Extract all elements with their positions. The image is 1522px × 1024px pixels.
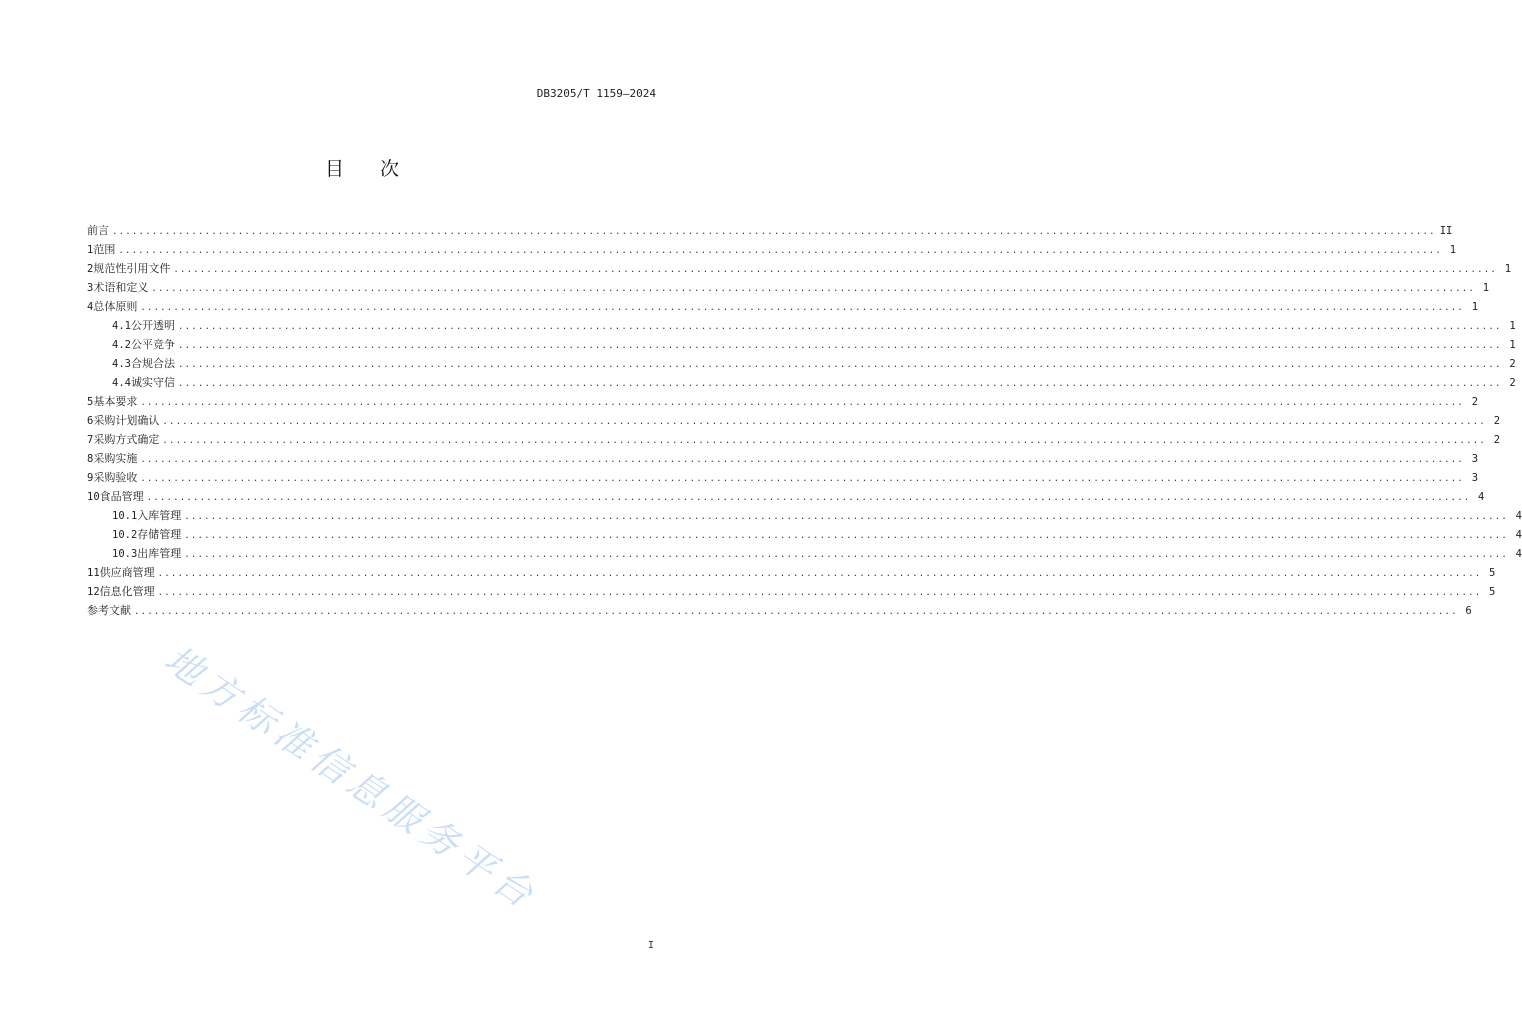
toc-entry-number: 4.4: [112, 377, 131, 389]
toc-entry-number: 5: [87, 396, 94, 408]
toc-entry-number: 1: [87, 244, 94, 256]
toc-leader-dots: ........................................................................................................................................................................................................: [177, 379, 1502, 389]
toc-entry-page: 1: [1504, 263, 1512, 275]
toc-entry-number: 11: [87, 567, 100, 579]
toc-leader-dots: ........................................................................................................................................................................................................: [140, 398, 1465, 408]
toc-leader-dots: ........................................................................................................................................................................................................: [140, 455, 1465, 465]
toc-leader-dots: ........................................................................................................................................................................................................: [146, 493, 1471, 503]
toc-entry-label: 采购实施: [93, 452, 138, 465]
toc-entry-number: 4: [87, 301, 94, 313]
toc-entry[interactable]: [87, 506, 1522, 525]
toc-leader-dots: ........................................................................................................................................................................................................: [112, 227, 1436, 237]
toc-entry-number: 2: [87, 263, 94, 275]
toc-leader-dots: ........................................................................................................................................................................................................: [157, 588, 1482, 598]
toc-entry-number: 3: [87, 282, 94, 294]
toc-entry-label: 合规合法: [130, 357, 175, 370]
toc-entry-page: 2: [1493, 415, 1501, 427]
toc-entry-label: 存储管理: [137, 528, 182, 541]
toc-leader-dots: ........................................................................................................................................................................................................: [140, 474, 1465, 484]
toc-entry[interactable]: [87, 563, 1496, 582]
toc-entry[interactable]: [87, 392, 1479, 411]
toc-leader-dots: ........................................................................................................................................................................................................: [177, 341, 1502, 351]
toc-entry[interactable]: [87, 487, 1485, 506]
toc-entry[interactable]: [87, 468, 1479, 487]
title-part-2: 次: [380, 158, 400, 180]
toc-entry[interactable]: [87, 297, 1479, 316]
toc-entry[interactable]: [87, 316, 1516, 335]
toc-entry-label: 术语和定义: [93, 281, 149, 294]
toc-entry-label: 前言: [87, 224, 109, 237]
toc-entry-label: 总体原则: [93, 300, 138, 313]
toc-entry[interactable]: [87, 582, 1496, 601]
toc-entry-number: 9: [87, 472, 94, 484]
toc-leader-dots: ........................................................................................................................................................................................................: [177, 360, 1502, 370]
toc-entry-page: 2: [1509, 358, 1516, 370]
toc-leader-dots: ........................................................................................................................................................................................................: [184, 550, 1508, 560]
toc-entry-number: 12: [87, 586, 100, 598]
toc-leader-dots: ........................................................................................................................................................................................................: [184, 512, 1508, 522]
toc-entry-page: 4: [1515, 548, 1522, 560]
toc-leader-dots: ........................................................................................................................................................................................................: [118, 246, 1443, 256]
toc-entry-label: 诚实守信: [130, 376, 175, 389]
toc-entry-page: II: [1439, 225, 1453, 237]
toc-entry-label: 采购验收: [93, 471, 138, 484]
toc-entry-number: 10.2: [112, 529, 138, 541]
toc-entry-page: 5: [1489, 567, 1496, 579]
toc-leader-dots: ........................................................................................................................................................................................................: [162, 436, 1487, 446]
toc-entry-page: 3: [1471, 472, 1479, 484]
toc-entry-label: 采购方式确定: [93, 433, 160, 446]
toc-entry-label: 基本要求: [93, 395, 138, 408]
toc-entry-page: 1: [1509, 320, 1516, 332]
toc-entry-label: 供应商管理: [99, 566, 155, 579]
toc-entry-page: 4: [1515, 529, 1522, 541]
toc-entry-page: 1: [1449, 244, 1457, 256]
toc-entry-page: 2: [1471, 396, 1479, 408]
toc-leader-dots: ........................................................................................................................................................................................................: [157, 569, 1482, 579]
toc-entry[interactable]: [87, 373, 1516, 392]
toc-entry-label: 入库管理: [137, 509, 182, 522]
toc-entry[interactable]: [87, 525, 1522, 544]
toc-entry[interactable]: [87, 544, 1522, 563]
watermark: 地方标准信息服务平台: [156, 637, 546, 920]
page-title: [0, 154, 724, 181]
page-number: I: [647, 940, 654, 951]
toc-entry[interactable]: [87, 430, 1501, 449]
toc-entry-page: 1: [1509, 339, 1516, 351]
toc-leader-dots: ........................................................................................................................................................................................................: [140, 303, 1465, 313]
toc-entry[interactable]: [87, 601, 1472, 620]
toc-entry-number: 6: [87, 415, 94, 427]
toc-entry[interactable]: [87, 240, 1457, 259]
toc-entry-number: 10: [87, 491, 100, 503]
toc-entry-page: 1: [1471, 301, 1479, 313]
toc-entry-page: 6: [1465, 605, 1472, 617]
document-code: DB3205/T 1159—2024: [536, 87, 656, 100]
table-of-contents: [87, 221, 1522, 620]
toc-entry-label: 规范性引用文件: [93, 262, 171, 275]
toc-entry-number: 7: [87, 434, 94, 446]
toc-leader-dots: ........................................................................................................................................................................................................: [134, 607, 1458, 617]
toc-entry-label: 采购计划确认: [93, 414, 160, 427]
toc-entry[interactable]: [87, 278, 1490, 297]
toc-leader-dots: ........................................................................................................................................................................................................: [184, 531, 1508, 541]
title-part-1: 目: [324, 158, 344, 180]
toc-entry[interactable]: [87, 221, 1453, 240]
toc-entry-label: 范围: [93, 243, 116, 256]
toc-entry-page: 3: [1471, 453, 1479, 465]
toc-entry-page: 4: [1515, 510, 1522, 522]
toc-entry-number: 4.1: [112, 320, 131, 332]
toc-entry-label: 公平竞争: [130, 338, 175, 351]
toc-entry-page: 1: [1482, 282, 1490, 294]
toc-leader-dots: ........................................................................................................................................................................................................: [173, 265, 1498, 275]
toc-leader-dots: ........................................................................................................................................................................................................: [162, 417, 1487, 427]
toc-entry-label: 参考文献: [87, 604, 131, 617]
toc-leader-dots: ........................................................................................................................................................................................................: [177, 322, 1502, 332]
toc-entry[interactable]: [87, 449, 1479, 468]
toc-entry-page: 4: [1478, 491, 1485, 503]
toc-entry[interactable]: [87, 411, 1501, 430]
toc-entry[interactable]: [87, 259, 1512, 278]
toc-entry-page: 2: [1509, 377, 1516, 389]
toc-entry-number: 10.1: [112, 510, 138, 522]
toc-entry-number: 4.2: [112, 339, 131, 351]
toc-entry[interactable]: [87, 354, 1516, 373]
toc-entry[interactable]: [87, 335, 1516, 354]
toc-entry-page: 2: [1493, 434, 1501, 446]
toc-entry-page: 5: [1489, 586, 1496, 598]
toc-entry-label: 公开透明: [130, 319, 175, 332]
toc-entry-number: 4.3: [112, 358, 131, 370]
toc-leader-dots: ........................................................................................................................................................................................................: [151, 284, 1476, 294]
toc-entry-number: 8: [87, 453, 94, 465]
toc-entry-label: 信息化管理: [99, 585, 155, 598]
toc-entry-label: 出库管理: [137, 547, 182, 560]
toc-entry-number: 10.3: [112, 548, 138, 560]
toc-entry-label: 食品管理: [99, 490, 144, 503]
